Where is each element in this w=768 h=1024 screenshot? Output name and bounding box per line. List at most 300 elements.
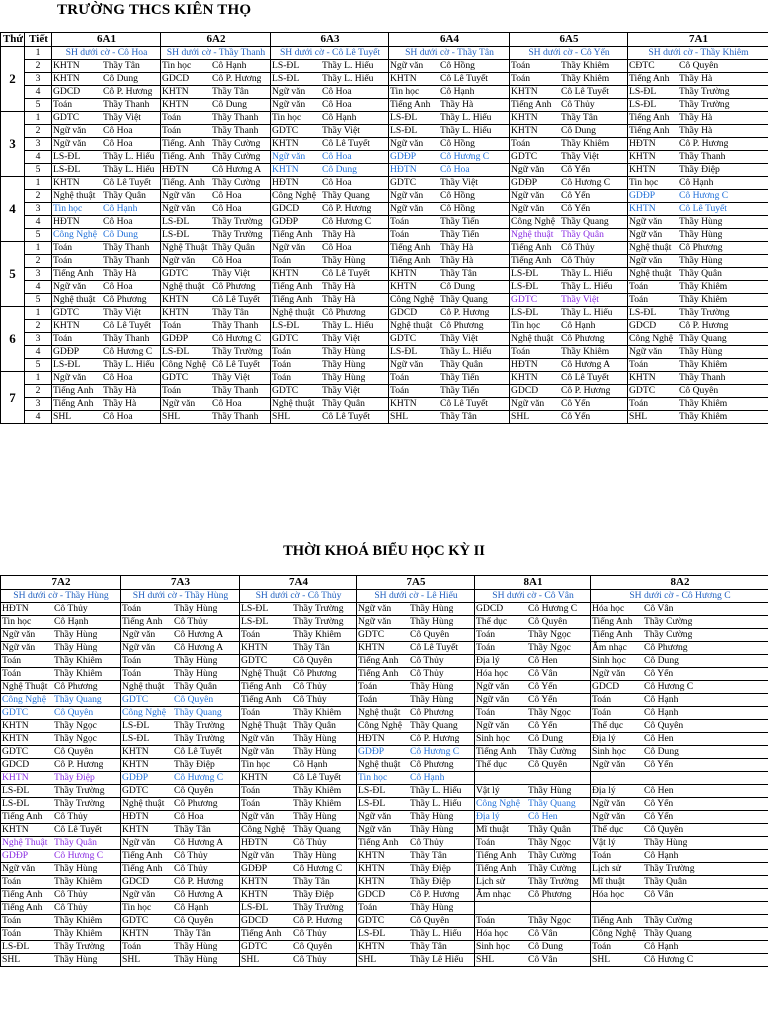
period-row [1,733,768,746]
lesson-cell [475,863,591,876]
subject: KHTN [629,151,656,163]
lesson-cell [357,759,475,772]
subject: KHTN [390,398,417,410]
subject: KHTN [162,307,189,319]
lesson-cell [240,902,357,915]
subject: Ngữ văn [162,398,196,410]
lesson-cell [628,164,768,177]
subject: LS-ĐL [511,307,539,319]
teacher: Thầy Quân [212,242,255,254]
teacher: Thầy Hùng [54,642,98,654]
lesson-cell [475,772,591,785]
subject: KHTN [53,177,80,189]
lesson-cell [510,73,628,86]
subject: Tin học [511,320,541,332]
teacher: Cô Hoa [103,281,133,293]
teacher: Cô Vân [528,928,558,940]
teacher: Cô Dung [212,99,247,111]
teacher: Thầy Việt [561,294,599,306]
teacher: Thầy Hùng [54,629,98,641]
subject: KHTN [358,941,385,953]
lesson-cell [271,112,389,125]
teacher: Thầy Khiêm [679,359,728,371]
lesson-cell [628,346,768,359]
subject: Tiếng Anh [241,681,282,693]
period-row [1,255,768,268]
teacher: Thầy Việt [212,372,250,384]
lesson-cell [240,915,357,928]
teacher: Cô Hạnh [410,772,445,784]
period-row [1,629,768,642]
subject: GDĐP [272,216,299,228]
lesson-cell [591,733,768,746]
teacher: Thầy Hà [322,281,356,293]
subject: Ngữ văn [390,203,424,215]
school-name: TRƯỜNG THCS KIÊN THỌ [57,2,252,18]
class-header: 8A2 [591,576,768,590]
teacher: Cô P. Hương [293,915,343,927]
lesson-cell [591,876,768,889]
subject: Toán [241,707,261,719]
lesson-cell [1,837,121,850]
teacher: Thầy Hà [103,268,137,280]
subject: LS-ĐL [241,616,269,628]
subject: Tiếng Anh [390,255,431,267]
subject: GDCD [629,320,657,332]
lesson-cell [475,720,591,733]
period-row [1,720,768,733]
subject: KHTN [390,281,417,293]
lesson-cell [591,603,768,616]
subject: Công Nghệ [272,190,316,202]
teacher: Cô Yến [561,398,591,410]
teacher: Thầy Trường [212,346,263,358]
teacher: Thầy L. Hiếu [440,112,492,124]
subject: Tin học [2,616,32,628]
teacher: Thầy Khiêm [679,411,728,423]
subject: Ngữ văn [122,837,156,849]
subject: Ngữ văn [162,190,196,202]
lesson-cell [271,99,389,112]
head-period: Tiết [25,33,52,47]
teacher: Cô Thủy [561,242,595,254]
lesson-cell [357,720,475,733]
lesson-cell [510,60,628,73]
lesson-cell [52,411,161,424]
subject: KHTN [511,125,538,137]
subject: Toán [272,255,292,267]
teacher: Thầy Hà [679,125,713,137]
teacher: Thầy Quân [679,268,722,280]
subject: GDTC [629,385,656,397]
class-header: 8A1 [475,576,591,590]
lesson-cell [271,281,389,294]
lesson-cell [52,151,161,164]
teacher: Cô Thủy [410,668,444,680]
lesson-cell [475,902,591,915]
subject: Toán [162,385,182,397]
subject: Toán [511,138,531,150]
teacher: Thầy Khiêm [54,668,103,680]
teacher: Cô Phương [644,642,688,654]
subject: Nghệ thuật [122,681,165,693]
subject: Tiếng Anh [358,837,399,849]
subject: Toán [162,125,182,137]
subject: Ngữ văn [241,746,275,758]
lesson-cell [271,190,389,203]
teacher: Thầy Việt [103,112,141,124]
lesson-cell [161,203,271,216]
subject: Tiếng Anh [629,112,670,124]
teacher: Thầy Thanh [103,255,150,267]
subject: GDĐP [358,746,385,758]
teacher: Thầy Cường [644,915,693,927]
teacher: Cô Thủy [54,603,88,615]
teacher: Thầy Tiến [440,372,480,384]
subject: Tin học [390,86,420,98]
teacher: Cô Lê Tuyết [679,203,727,215]
lesson-cell [271,151,389,164]
teacher: Cô Hạnh [322,112,357,124]
lesson-cell [357,694,475,707]
lesson-cell [121,642,240,655]
lesson-cell [240,629,357,642]
lesson-cell [1,941,121,954]
lesson-cell [475,629,591,642]
subject: HĐTN [390,164,417,176]
lesson-cell [510,229,628,242]
subject: Toán [476,629,496,641]
subject: KHTN [511,372,538,384]
subject: GDĐP [2,850,29,862]
head-day: Thứ [1,33,25,47]
period-number: 1 [25,112,52,125]
period-row [1,177,768,190]
class-header: 6A1 [52,33,161,47]
teacher: Cô Phương [440,320,484,332]
lesson-cell [240,759,357,772]
lesson-cell [1,954,121,967]
lesson-cell [510,333,628,346]
lesson-cell [271,255,389,268]
teacher: Thầy Hùng [322,255,366,267]
teacher: Cô Hương C [54,850,104,862]
subject: Ngữ văn [511,190,545,202]
lesson-cell [271,86,389,99]
subject: Ngữ văn [53,125,87,137]
subject: GDTC [241,941,268,953]
subject: Ngữ văn [358,616,392,628]
subject: CĐTC [629,60,655,72]
period-number: 4 [25,411,52,424]
teacher: Thầy Quang [440,294,488,306]
subject: KHTN [358,642,385,654]
lesson-cell [1,824,121,837]
lesson-cell [271,138,389,151]
teacher: Thầy Quang [322,190,370,202]
teacher: Cô Quyên [528,616,568,628]
subject: Toán [122,603,142,615]
teacher: Cô Thủy [174,616,208,628]
teacher: Thầy L. Hiếu [410,785,462,797]
lesson-cell [628,372,768,385]
subject: GDTC [272,333,299,345]
teacher: Thầy Việt [212,268,250,280]
teacher: Cô Vân [644,889,674,901]
subject: KHTN [241,876,268,888]
teacher: Cô Quyên [174,785,214,797]
teacher: Thầy L. Hiếu [410,798,462,810]
lesson-cell [591,642,768,655]
teacher: Thầy Hùng [293,733,337,745]
teacher: Cô Hạnh [212,60,247,72]
lesson-cell [271,385,389,398]
lesson-cell [1,603,121,616]
lesson-cell [52,255,161,268]
teacher: Cô Quyên [293,941,333,953]
subject: Tiếng Anh [53,398,94,410]
lesson-cell [389,203,510,216]
subject: Toán [241,798,261,810]
lesson-cell [271,320,389,333]
teacher: Cô Yến [644,798,674,810]
subject: Âm nhạc [476,889,511,901]
day-cell: 2 [1,47,25,112]
teacher: Cô Dung [561,125,596,137]
teacher: Thầy Hà [103,398,137,410]
lesson-cell [510,138,628,151]
subject: Nghệ Thuật [2,837,48,849]
subject: GDĐP [162,333,189,345]
lesson-cell [52,203,161,216]
teacher: Thầy Khiêm [293,798,342,810]
subject: GDCD [241,915,269,927]
teacher: Thầy Trường [54,785,105,797]
lesson-cell [475,668,591,681]
subject: Tiếng Anh [511,242,552,254]
subject: Ngữ văn [2,863,36,875]
teacher: Cô Quyên [54,707,94,719]
lesson-cell [52,372,161,385]
lesson-cell [240,954,357,967]
period-row [1,954,768,967]
subject: KHTN [2,733,29,745]
lesson-cell [591,915,768,928]
lesson-cell [475,798,591,811]
lesson-cell [271,242,389,255]
lesson-cell [628,411,768,424]
lesson-cell [475,707,591,720]
teacher: Cô Hương C [322,216,372,228]
teacher: Cô Phương [410,759,454,771]
lesson-cell [357,954,475,967]
timetable-grade-6-7 [0,32,768,424]
subject: Nghệ Thuật [241,720,287,732]
lesson-cell [52,346,161,359]
lesson-cell [271,216,389,229]
header-row-2 [1,576,768,590]
lesson-cell [389,385,510,398]
subject: Ngữ văn [53,138,87,150]
subject: Tin học [629,177,659,189]
flag-ceremony-cell: SH dưới cờ - Thầy Tân [389,47,510,60]
subject: Toán [162,112,182,124]
lesson-cell [591,798,768,811]
subject: GDCD [53,86,81,98]
lesson-cell [628,398,768,411]
teacher: Thầy Thanh [212,385,259,397]
teacher: Thầy L. Hiếu [561,268,613,280]
lesson-cell [591,954,768,967]
subject: KHTN [272,164,299,176]
subject: KHTN [53,73,80,85]
teacher: Cô Thủy [54,889,88,901]
subject: GDTC [272,385,299,397]
teacher: Cô Lê Tuyết [322,138,370,150]
teacher: Thầy Thanh [212,125,259,137]
lesson-cell [628,151,768,164]
subject: LS-ĐL [511,281,539,293]
period-number: 5 [25,229,52,242]
teacher: Cô P. Hương [103,86,153,98]
subject: Hóa học [592,603,625,615]
subject: LS-ĐL [53,359,81,371]
lesson-cell [475,824,591,837]
subject: KHTN [511,112,538,124]
teacher: Cô Hạnh [644,694,679,706]
lesson-cell [240,733,357,746]
lesson-cell [1,629,121,642]
lesson-cell [1,902,121,915]
lesson-cell [628,320,768,333]
lesson-cell [591,837,768,850]
subject: LS-ĐL [162,229,190,241]
lesson-cell [475,928,591,941]
subject: Địa lý [592,785,616,797]
subject: LS-ĐL [390,112,418,124]
lesson-cell [1,707,121,720]
lesson-cell [52,294,161,307]
period-row [1,99,768,112]
period-number: 4 [25,151,52,164]
lesson-cell [389,307,510,320]
subject: KHTN [122,824,149,836]
period-row [1,772,768,785]
lesson-cell [121,876,240,889]
class-header: 6A2 [161,33,271,47]
teacher: Thầy Hùng [410,603,454,615]
lesson-cell [591,655,768,668]
teacher: Cô Thủy [174,850,208,862]
subject: Mĩ thuật [476,824,509,836]
subject: Tin học [358,772,388,784]
lesson-cell [240,746,357,759]
subject: GDTC [2,707,29,719]
teacher: Cô Hạnh [644,941,679,953]
period-row [1,889,768,902]
lesson-cell [52,229,161,242]
lesson-cell [121,759,240,772]
lesson-cell [389,86,510,99]
subject: Toán [2,928,22,940]
lesson-cell [628,190,768,203]
teacher: Cô Hạnh [103,203,138,215]
teacher: Thầy Hà [440,255,474,267]
teacher: Thầy Trường [54,941,105,953]
subject: Toán [53,333,73,345]
timetable-grade-7-8 [0,575,768,967]
lesson-cell [357,876,475,889]
teacher: Cô Hoa [103,216,133,228]
period-row [1,694,768,707]
subject: GDCD [511,385,539,397]
period-row [1,203,768,216]
subject: Công Nghệ [53,229,97,241]
period-row [1,281,768,294]
lesson-cell [510,398,628,411]
teacher: Thầy Quân [561,229,604,241]
teacher: Cô Thủy [293,681,327,693]
lesson-cell [52,216,161,229]
lesson-cell [1,876,121,889]
teacher: Thầy Hà [322,294,356,306]
teacher: Cô Hạnh [293,759,328,771]
class-header: 7A3 [121,576,240,590]
period-row [1,837,768,850]
lesson-cell [240,772,357,785]
lesson-cell [591,824,768,837]
subject: Tiếng Anh [592,915,633,927]
teacher: Cô Hương C [561,177,611,189]
subject: GDTC [358,915,385,927]
subject: Nghệ thuật [53,190,96,202]
teacher: Thầy Việt [103,307,141,319]
lesson-cell [389,138,510,151]
subject: Ngữ văn [390,190,424,202]
lesson-cell [1,772,121,785]
lesson-cell [389,177,510,190]
subject: LS-ĐL [2,785,30,797]
teacher: Cô Phương [174,798,218,810]
lesson-cell [271,60,389,73]
teacher: Thầy Hùng [679,346,723,358]
period-row [1,785,768,798]
subject: LS-ĐL [53,151,81,163]
subject: HĐTN [53,216,80,228]
teacher: Thầy Hà [322,229,356,241]
subject: Nghệ thuật [122,798,165,810]
lesson-cell [628,138,768,151]
subject: Thể dục [592,720,624,732]
lesson-cell [628,229,768,242]
teacher: Thầy Khiêm [561,73,610,85]
teacher: Thầy Hùng [679,216,723,228]
lesson-cell [475,837,591,850]
subject: Toán [476,837,496,849]
lesson-cell [357,863,475,876]
lesson-cell [389,99,510,112]
teacher: Thầy Việt [322,333,360,345]
lesson-cell [121,616,240,629]
subject: Toán [358,694,378,706]
lesson-cell [510,242,628,255]
lesson-cell [1,720,121,733]
lesson-cell [389,268,510,281]
lesson-cell [271,333,389,346]
period-row [1,333,768,346]
period-number: 5 [25,359,52,372]
teacher: Cô Yến [644,668,674,680]
